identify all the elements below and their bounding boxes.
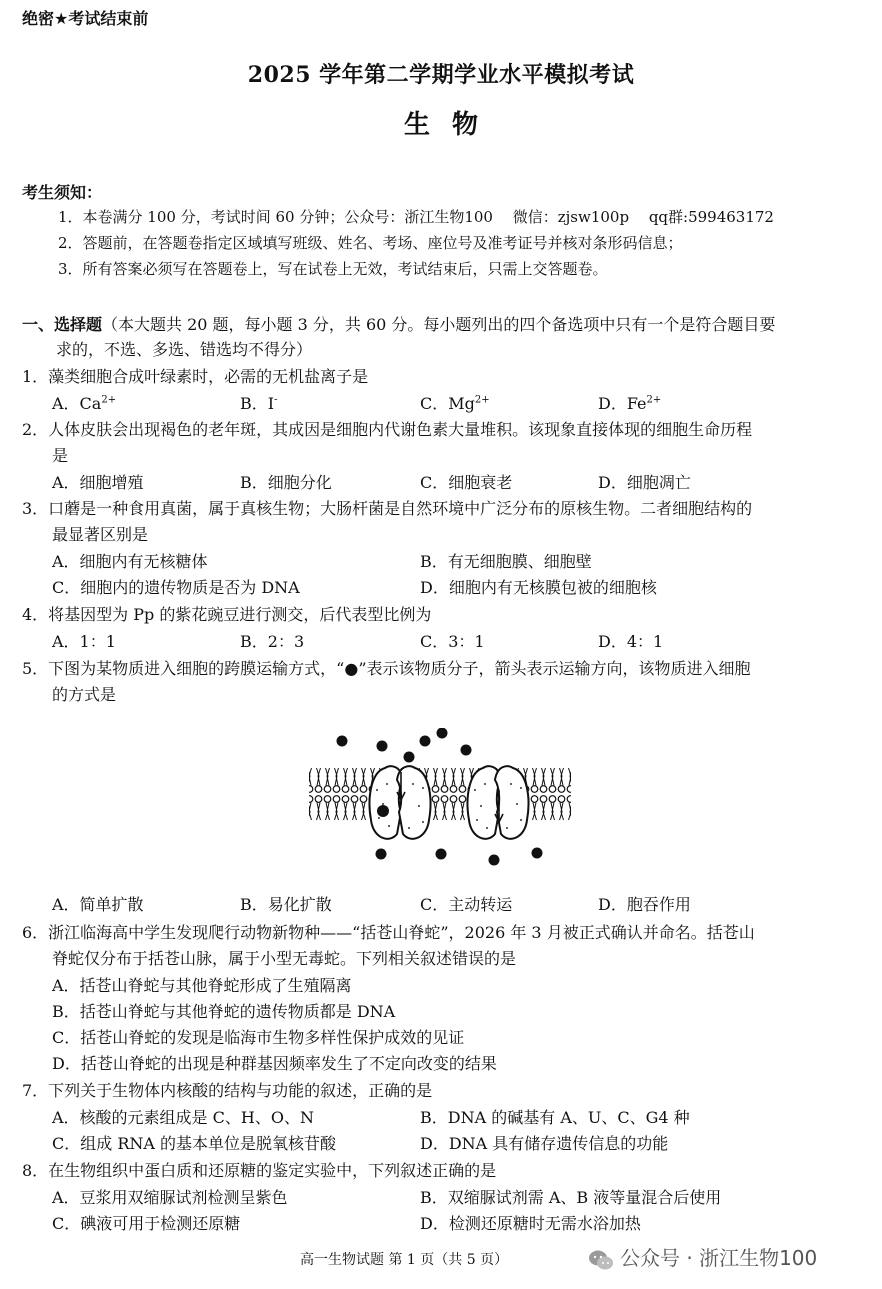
option-d[interactable]: D．检测还原糖时无需水浴加热	[420, 1214, 641, 1233]
subject-title: 生物	[403, 110, 500, 140]
question-stem: 7．下列关于生物体内核酸的结构与功能的叙述，正确的是	[22, 1081, 433, 1100]
option-b[interactable]: B．I-	[240, 394, 278, 413]
option-c[interactable]: C．$Mg^{2+}$	[420, 394, 490, 413]
phospholipid-bilayer	[309, 768, 571, 834]
notice-heading: 考生须知：	[22, 183, 103, 202]
option-d[interactable]: D．细胞凋亡	[598, 473, 691, 492]
confidential-label: 绝密★考试结束前	[22, 9, 149, 28]
notice-item: 2．答题前，在答题卷指定区域填写班级、姓名、考场、座位号及准考证号并核对条形码信息；	[58, 234, 683, 252]
option-b[interactable]: B．细胞分化	[240, 473, 332, 492]
option-d[interactable]: D．$Fe^{2+}$	[598, 394, 662, 413]
option-a[interactable]: A．细胞内有无核糖体	[52, 552, 208, 571]
option-a[interactable]: A．核酸的元素组成是 C、H、O、N	[52, 1108, 314, 1127]
option-d[interactable]: D．细胞内有无核膜包被的细胞核	[420, 578, 657, 597]
molecules-outside	[337, 728, 472, 763]
section-heading	[22, 312, 775, 335]
question-stem: 8．在生物组织中蛋白质和还原糖的鉴定实验中，下列叙述正确的是	[22, 1161, 497, 1180]
section-label: 一、选择题	[22, 315, 103, 334]
option-c[interactable]: C．细胞衰老	[420, 473, 513, 492]
option-a[interactable]: A．简单扩散	[52, 895, 144, 914]
option-d[interactable]: D．胞吞作用	[598, 895, 691, 914]
option-c[interactable]: C．括苍山脊蛇的发现是临海市生物多样性保护成效的见证	[52, 1028, 465, 1047]
question-stem: 6．浙江临海高中学生发现爬行动物新物种——“括苍山脊蛇”，2026 年 3 月被正式确认并命名。括苍山	[22, 923, 755, 942]
option-c[interactable]: C．主动转运	[420, 895, 513, 914]
question-stem-cont: 脊蛇仅分布于括苍山脉，属于小型无毒蛇。下列相关叙述错误的是	[52, 949, 517, 968]
option-a[interactable]: A．细胞增殖	[52, 473, 144, 492]
option-c[interactable]: C．组成 RNA 的基本单位是脱氧核苷酸	[52, 1134, 337, 1153]
watermark-text: 公众号 · 浙江生物100	[620, 1246, 818, 1270]
option-d[interactable]: D．括苍山脊蛇的出现是种群基因频率发生了不定向改变的结果	[52, 1054, 497, 1073]
option-b[interactable]: B．双缩脲试剂需 A、B 液等量混合后使用	[420, 1188, 722, 1207]
watermark	[588, 1242, 817, 1271]
notice-item: 1．本卷满分 100 分，考试时间 60 分钟；公众号：浙江生物100 微信：zjsw100p qq群:599463172	[58, 208, 774, 226]
option-b[interactable]: B．2：3	[240, 632, 305, 651]
page-number: 高一生物试题 第 1 页（共 5 页）	[300, 1252, 509, 1268]
exam-title: 2025 学年第二学期学业水平模拟考试	[247, 62, 635, 88]
option-a[interactable]: A．1：1	[52, 632, 116, 651]
notice-item: 3．所有答案必须写在答题卷上，写在试卷上无效，考试结束后，只需上交答题卷。	[58, 260, 608, 278]
section-desc: （本大题共 20 题，每小题 3 分，共 60 分。每小题列出的四个备选项中只有一个是符合题目要	[102, 315, 776, 334]
option-a[interactable]: A．$Ca^{2+}$	[52, 394, 117, 413]
option-d[interactable]: D．DNA 具有储存遗传信息的功能	[420, 1134, 669, 1153]
option-a[interactable]: A．括苍山脊蛇与其他脊蛇形成了生殖隔离	[52, 976, 352, 995]
option-c[interactable]: C．3：1	[420, 632, 485, 651]
option-b[interactable]: B．括苍山脊蛇与其他脊蛇的遗传物质都是 DNA	[52, 1002, 396, 1021]
molecules-inside	[376, 848, 543, 866]
section-desc-cont: 求的，不选、多选、错选均不得分）	[56, 340, 313, 359]
question-stem: 3．口蘑是一种食用真菌，属于真核生物；大肠杆菌是自然环境中广泛分布的原核生物。二者细胞结构的	[22, 499, 753, 518]
option-b[interactable]: B．有无细胞膜、细胞壁	[420, 552, 592, 571]
question-stem: 4．将基因型为 Pp 的紫花豌豆进行测交，后代表型比例为	[22, 605, 432, 624]
option-b[interactable]: B．易化扩散	[240, 895, 332, 914]
question-stem: 5．下图为某物质进入细胞的跨膜运输方式，“●”表示该物质分子，箭头表示运输方向，该物质进入细胞	[22, 659, 751, 678]
wechat-icon	[588, 1249, 614, 1271]
option-c[interactable]: C．细胞内的遗传物质是否为 DNA	[52, 578, 300, 597]
option-a[interactable]: A．豆浆用双缩脲试剂检测呈紫色	[52, 1188, 288, 1207]
question-stem-cont: 是	[52, 446, 69, 465]
option-d[interactable]: D．4：1	[598, 632, 664, 651]
membrane-transport-diagram	[305, 728, 575, 870]
question-stem-cont: 的方式是	[52, 685, 117, 704]
question-stem: 2．人体皮肤会出现褐色的老年斑，其成因是细胞内代谢色素大量堆积。该现象直接体现的细胞生命历程	[22, 420, 753, 439]
question-stem-cont: 最显著区别是	[52, 525, 149, 544]
question-stem: 1．藻类细胞合成叶绿素时，必需的无机盐离子是	[22, 367, 369, 386]
option-c[interactable]: C．碘液可用于检测还原糖	[52, 1214, 241, 1233]
option-b[interactable]: B．DNA 的碱基有 A、U、C、G4 种	[420, 1108, 690, 1127]
